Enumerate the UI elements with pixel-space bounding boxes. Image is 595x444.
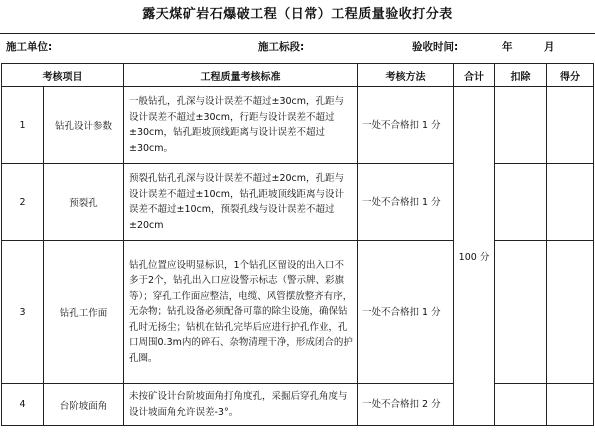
col-header-item: 考核项目 xyxy=(2,64,124,87)
row-method: 一处不合格扣 1 分 xyxy=(358,164,454,241)
month-label: 月 xyxy=(544,41,555,53)
acceptance-date-label: 验收时间: xyxy=(412,41,459,53)
row-number: 3 xyxy=(2,241,44,384)
score-cell[interactable] xyxy=(547,384,594,426)
row-standard: 钻孔位置应设明显标识，1个钻孔区留设的出入口不多于2个，钻孔出入口应设警示标志（警示牌、彩旗等）；穿孔工作面应整洁，电缆、风管摆放整齐有序，无杂物；钻孔设备必须配备可靠的除尘设施，确保钻孔时无扬尘；钻机在钻孔完毕后应进行护孔作业，孔口周围0.3m内的碎石、杂物清理干净，形成闭合的护孔圈。 xyxy=(124,241,358,384)
deduct-cell[interactable] xyxy=(495,87,547,164)
row-method: 一处不合格扣 1 分 xyxy=(358,87,454,164)
deduct-cell[interactable] xyxy=(495,384,547,426)
row-standard: 一般钻孔，孔深与设计误差不超过±30cm，孔距与设计误差不超过±30cm，行距与设计误差不超过±30cm，钻孔距坡顶线距离与设计误差不超过±30cm。 xyxy=(124,87,358,164)
row-number: 1 xyxy=(2,87,44,164)
table-row xyxy=(2,87,594,164)
row-number: 2 xyxy=(2,164,44,241)
table-header-row xyxy=(2,64,594,87)
row-item: 钻孔设计参数 xyxy=(44,87,124,164)
scoring-table xyxy=(1,63,594,426)
col-header-total: 合计 xyxy=(454,64,495,87)
deduct-cell[interactable] xyxy=(495,241,547,384)
col-header-score: 得分 xyxy=(547,64,594,87)
col-header-deduct: 扣除 xyxy=(495,64,547,87)
total-score: 100 分 xyxy=(454,87,495,426)
row-item: 台阶坡面角 xyxy=(44,384,124,426)
row-method: 一处不合格扣 2 分 xyxy=(358,384,454,426)
table-row xyxy=(2,241,594,384)
table-row xyxy=(2,164,594,241)
title-divider xyxy=(0,33,595,34)
construction-section-label: 施工标段: xyxy=(258,41,305,53)
row-item: 预裂孔 xyxy=(44,164,124,241)
score-cell[interactable] xyxy=(547,164,594,241)
row-standard: 预裂孔钻孔孔深与设计误差不超过±20cm，孔距与设计误差不超过±10cm，钻孔距坡顶线距离与设计误差不超过±10cm，预裂孔线与设计误差不超过±20cm xyxy=(124,164,358,241)
row-standard: 未按矿设计台阶坡面角打角度孔，采掘后穿孔角度与设计坡面角允许误差-3°。 xyxy=(124,384,358,426)
score-cell[interactable] xyxy=(547,241,594,384)
page-title: 露天煤矿岩石爆破工程（日常）工程质量验收打分表 xyxy=(142,7,453,22)
deduct-cell[interactable] xyxy=(495,164,547,241)
row-item: 钻孔工作面 xyxy=(44,241,124,384)
score-cell[interactable] xyxy=(547,87,594,164)
col-header-standard: 工程质量考核标准 xyxy=(124,64,358,87)
year-label: 年 xyxy=(502,41,513,53)
table-row xyxy=(2,384,594,426)
col-header-method: 考核方法 xyxy=(358,64,454,87)
row-number: 4 xyxy=(2,384,44,426)
construction-unit-label: 施工单位: xyxy=(6,41,53,53)
row-method: 一处不合格扣 1 分 xyxy=(358,241,454,384)
